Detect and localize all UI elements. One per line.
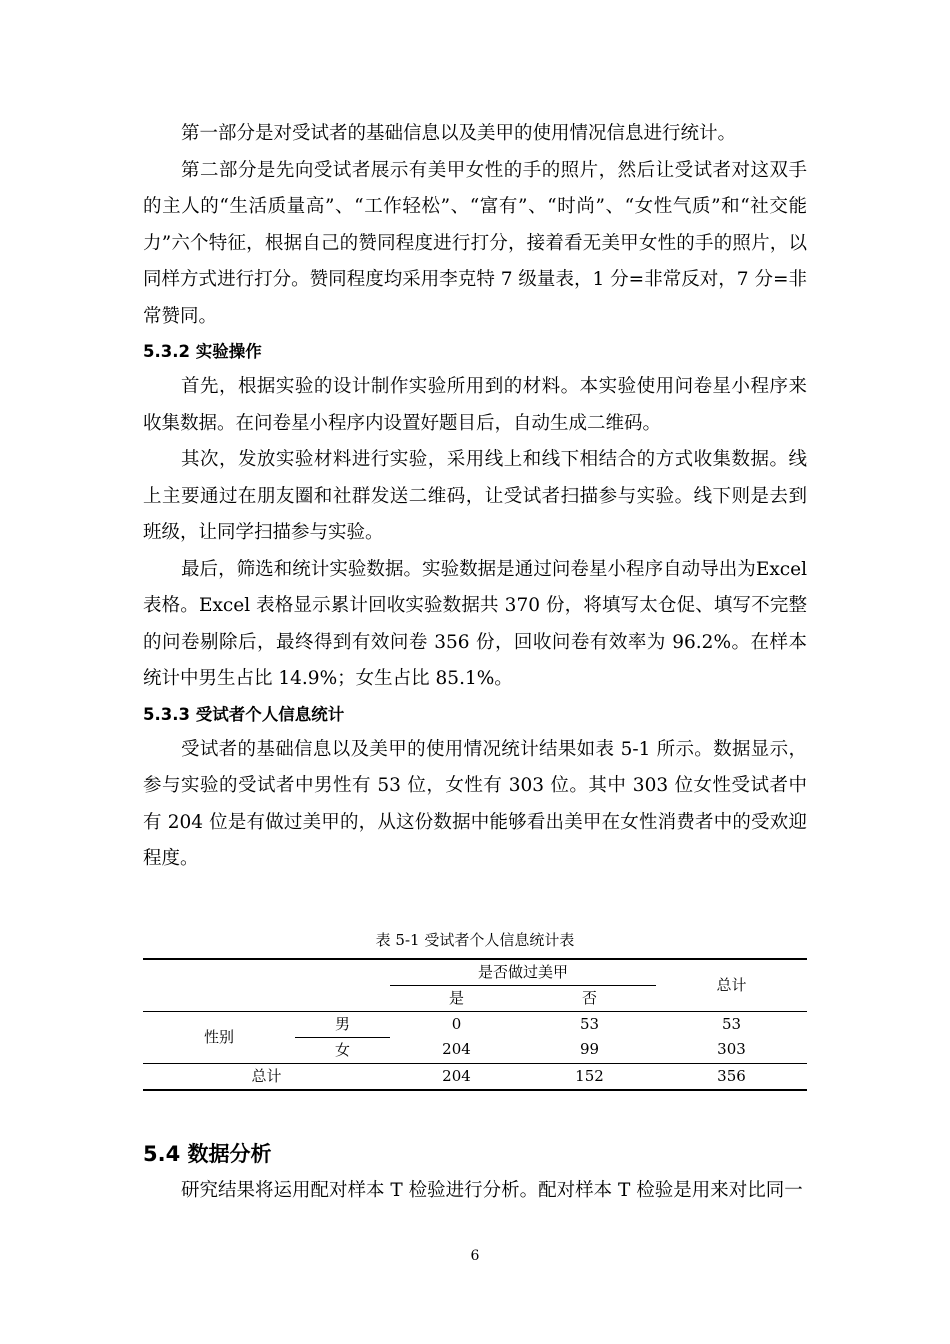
paragraph: 受试者的基础信息以及美甲的使用情况统计结果如表 5-1 所示。数据显示，参与实验的受试者中男性有 53 位，女性有 303 位。其中 303 位女性受试者中有 204 位是有做过美甲的，从这份数据中能够看出美甲在女性消费者中的受欢迎程度。 xyxy=(143,738,807,869)
paragraph: 其次，发放实验材料进行实验，采用线上和线下相结合的方式收集数据。线上主要通过在朋友圈和社群发送二维码，让受试者扫描参与实验。线下则是去到班级，让同学扫描参与实验。 xyxy=(143,449,807,543)
table-cell: 53 xyxy=(656,1011,807,1037)
table-row-group-label: 性别 xyxy=(143,1011,295,1063)
table-total-header: 总计 xyxy=(656,959,807,1012)
paragraph: 第二部分是先向受试者展示有美甲女性的手的照片，然后让受试者对这双手的主人的“生活质量高”、“工作轻松”、“富有”、“时尚”、“女性气质”和“社交能力”六个特征，根据自己的赞同程度进行打分，接着看无美甲女性的手的照片，以同样方式进行打分。赞同程度均采用李克特 7 级量表，1 分=非常反对，7 分=非常赞同。 xyxy=(143,159,807,327)
table-total-row xyxy=(143,1063,807,1090)
stats-table xyxy=(143,958,807,1091)
table-no-header: 否 xyxy=(581,988,597,1007)
table-corner-cell xyxy=(143,959,390,1012)
page-number: 6 xyxy=(470,1248,480,1264)
table-header-row xyxy=(143,959,807,986)
document-page xyxy=(143,116,807,1209)
table-row xyxy=(143,1011,807,1037)
table-cell: 0 xyxy=(390,1011,523,1037)
table-row-label: 男 xyxy=(295,1011,390,1037)
table-cell: 152 xyxy=(523,1063,656,1090)
paragraph: 首先，根据实验的设计制作实验所用到的材料。本实验使用问卷星小程序来收集数据。在问卷星小程序内设置好题目后，自动生成二维码。 xyxy=(143,376,807,434)
paragraph: 第一部分是对受试者的基础信息以及美甲的使用情况信息进行统计。 xyxy=(181,123,737,144)
table-cell: 356 xyxy=(656,1063,807,1090)
table-cell: 204 xyxy=(442,1040,471,1059)
section-heading-5-3-2: 5.3.2 实验操作 xyxy=(143,342,262,361)
section-heading-5-3-3: 5.3.3 受试者个人信息统计 xyxy=(143,704,345,724)
table-cell: 204 xyxy=(390,1063,523,1090)
table-total-label: 总计 xyxy=(143,1063,390,1090)
table-cell: 303 xyxy=(717,1040,746,1059)
table-cell: 53 xyxy=(523,1011,656,1037)
paragraph: 研究结果将运用配对样本 T 检验进行分析。配对样本 T 检验是用来对比同一 xyxy=(181,1179,803,1201)
paragraph: 最后，筛选和统计实验数据。实验数据是通过问卷星小程序自动导出为Excel 表格。Excel 表格显示累计回收实验数据共 370 份，将填写太仓促、填写不完整的问卷剔除后，最终得到有效问卷 356 份，回收问卷有效率为 96.2%。在样本统计中男生占比 14.9%；女生占比 85.1%。 xyxy=(143,558,807,689)
table-yes-header: 是 xyxy=(448,988,464,1007)
table-caption: 表 5-1 受试者个人信息统计表 xyxy=(375,930,575,949)
section-heading-5-4: 5.4 数据分析 xyxy=(143,1141,272,1166)
table-group-header: 是否做过美甲 xyxy=(390,959,656,986)
table-cell: 99 xyxy=(579,1040,600,1059)
table-row-label: 女 xyxy=(334,1040,350,1059)
